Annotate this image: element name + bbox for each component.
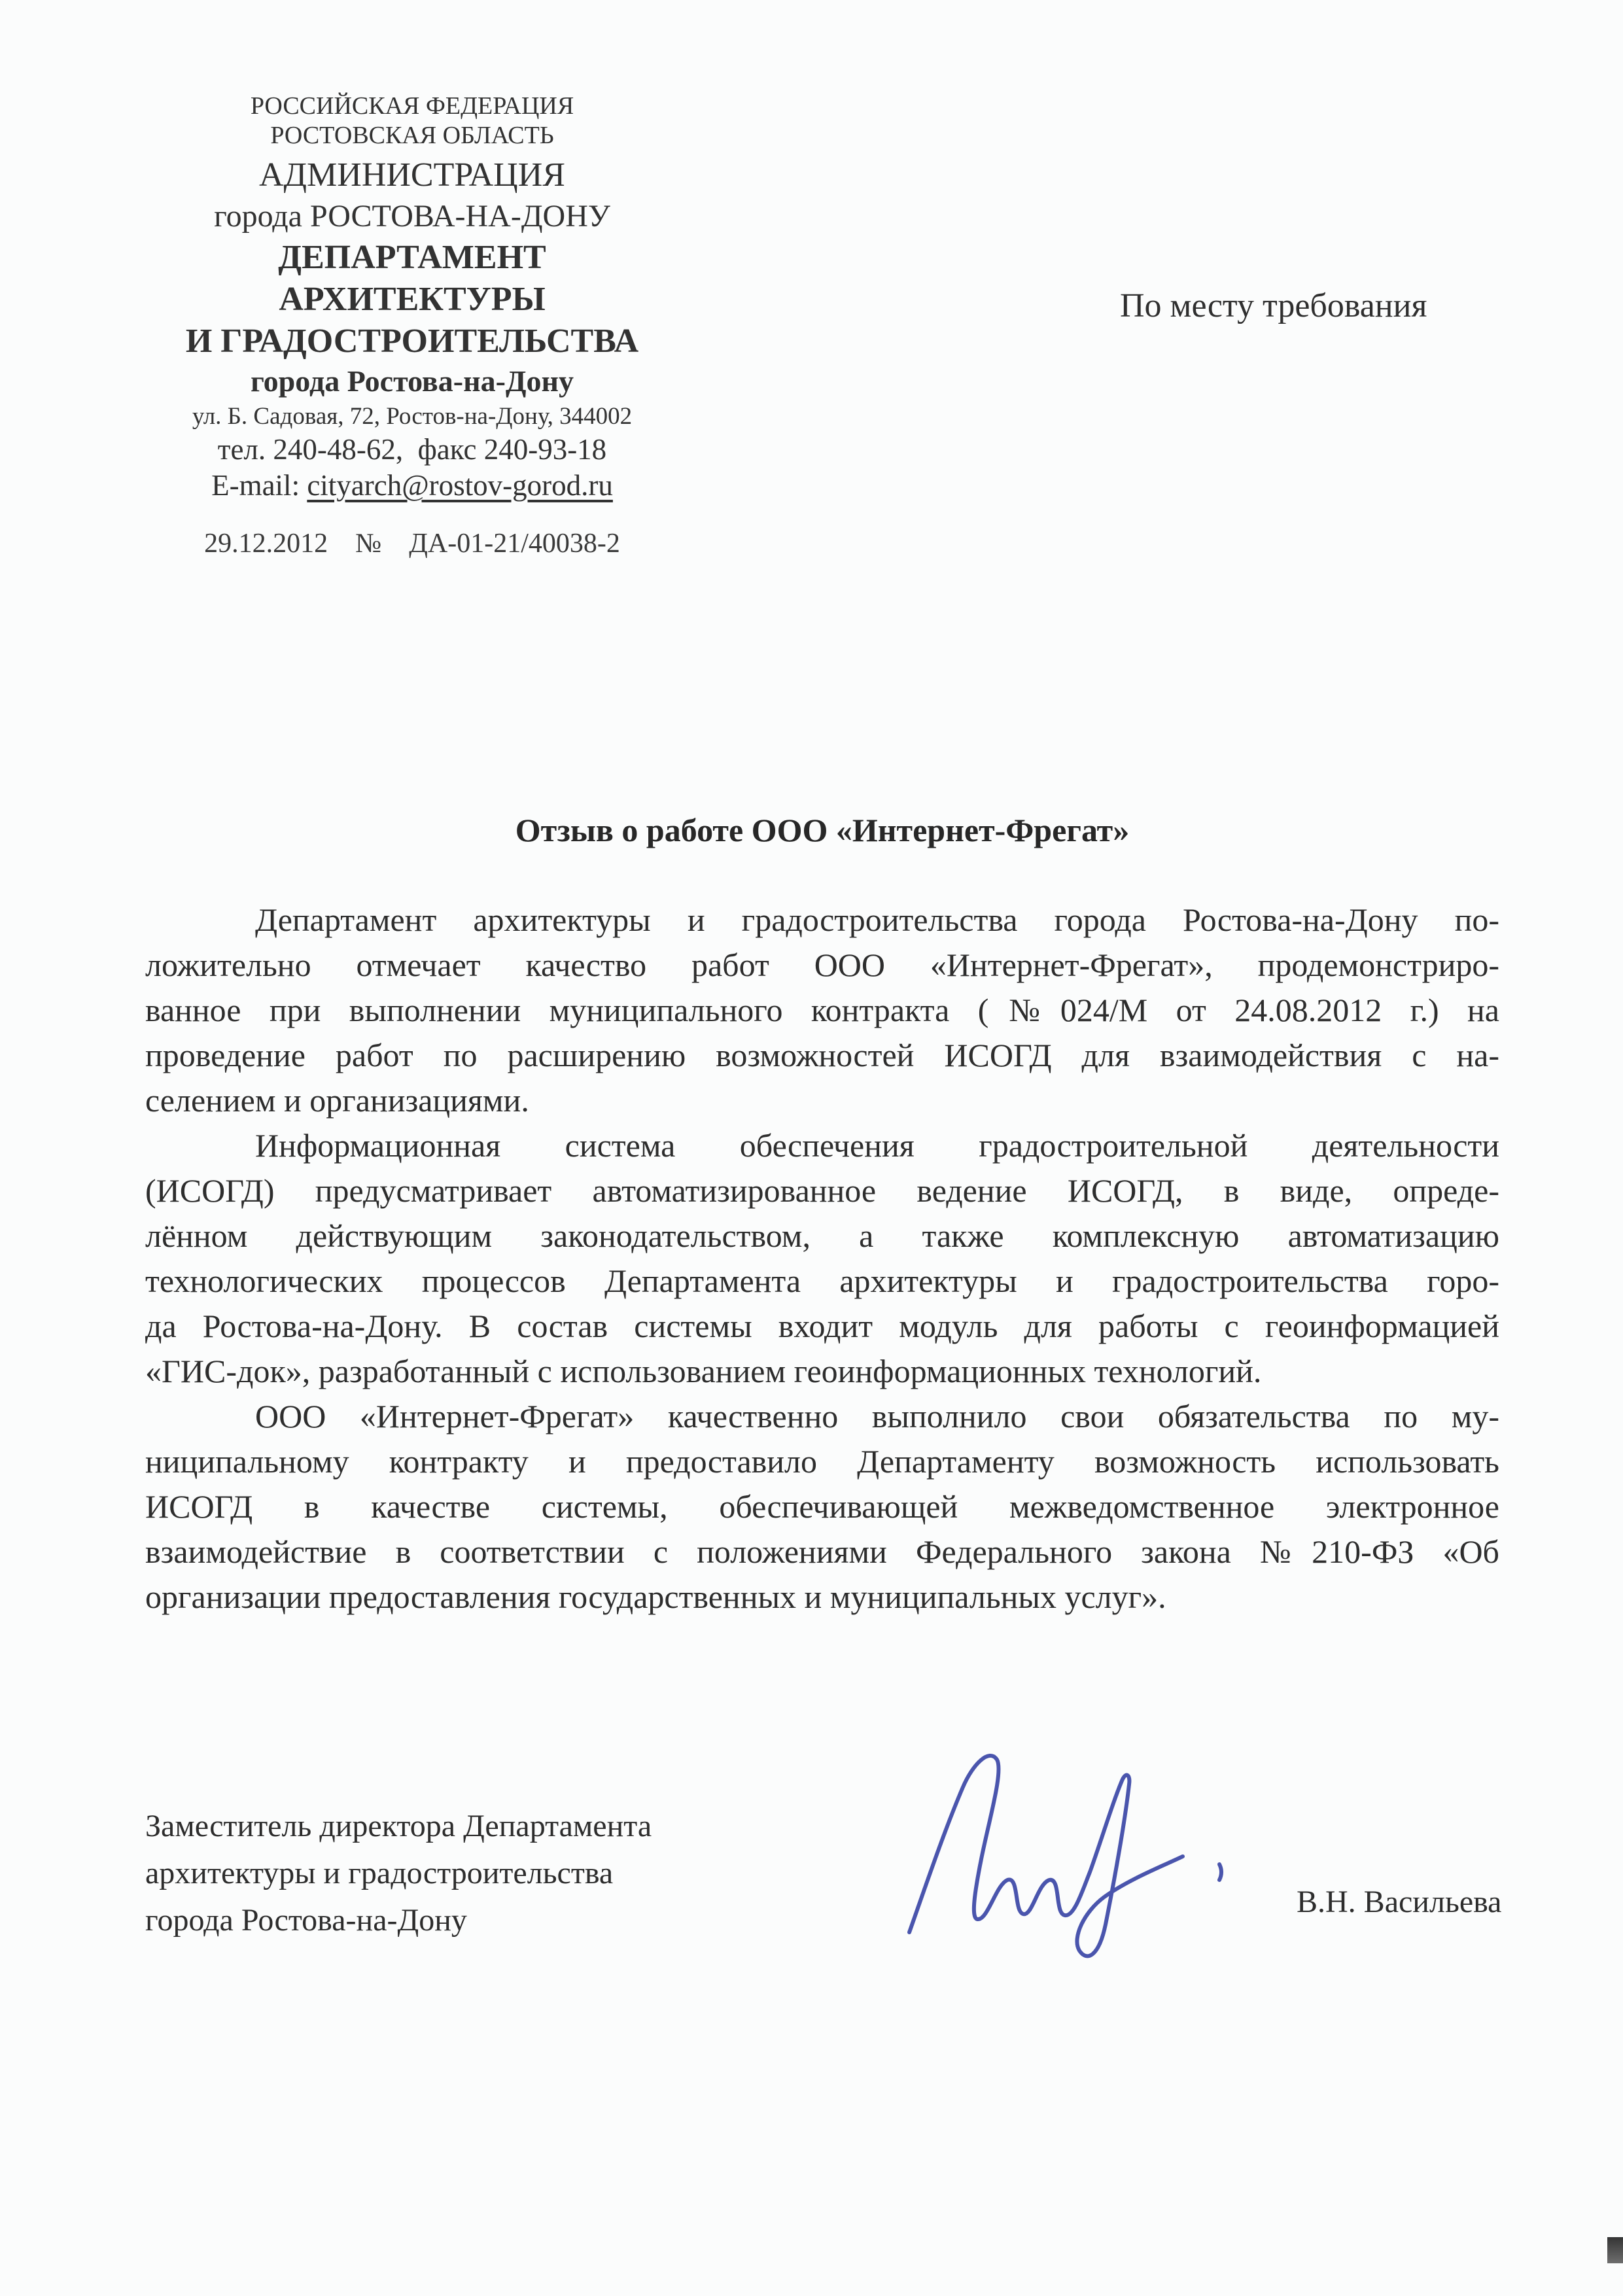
body-line: Информационная система обеспечения градостроительной деятельности xyxy=(255,1127,1499,1164)
letterhead-city: города РОСТОВА-НА-ДОНУ xyxy=(214,199,610,234)
body-line: селением и организациями. xyxy=(145,1082,529,1119)
signatory-name: В.Н. Васильева xyxy=(1297,1885,1502,1919)
letterhead-department-3: И ГРАДОСТРОИТЕЛЬСТВА xyxy=(185,322,639,360)
body-line: да Ростова-на-Дону. В состав системы входит модуль для работы с геоинформацией xyxy=(145,1308,1499,1344)
letterhead xyxy=(98,92,726,560)
letterhead-address: ул. Б. Садовая, 72, Ростов-на-Дону, 344002 xyxy=(192,403,633,430)
body-line: проведение работ по расширению возможностей ИСОГД для взаимодействия с на- xyxy=(145,1037,1499,1073)
body-line: ИСОГД в качестве системы, обеспечивающей межведомственное электронное xyxy=(145,1488,1499,1525)
body-line: ванное при выполнении муниципального контракта (№024/М от 24.08.2012 г.) на xyxy=(145,992,1499,1028)
document-date: 29.12.2012 xyxy=(204,529,328,559)
body-line: технологических процессов Департамента архитектуры и градостроительства горо- xyxy=(145,1262,1499,1299)
body-text xyxy=(145,897,1499,1620)
body-line: ниципальному контракту и предоставило Департаменту возможность использовать xyxy=(145,1443,1499,1480)
signatory-position xyxy=(145,1803,652,1944)
signature-tick-stroke xyxy=(1219,1864,1221,1880)
handwritten-signature xyxy=(898,1728,1238,1964)
document-meta xyxy=(98,527,726,560)
body-line: (ИСОГД) предусматривает автоматизированное ведение ИСОГД, в виде, опреде- xyxy=(145,1172,1499,1209)
body-line: лённом действующим законодательством, а также комплексную автоматизацию xyxy=(145,1217,1499,1254)
recipient-note: По месту требования xyxy=(1120,287,1427,324)
body-line: ООО «Интернет-Фрегат» качественно выполнило свои обязательства по му- xyxy=(255,1398,1499,1435)
email-address: cityarch@rostov-gorod.ru xyxy=(307,469,613,502)
body-line: ложительно отмечает качество работ ООО «Интернет-Фрегат», продемонстриро- xyxy=(145,947,1499,983)
letterhead-region: РОСТОВСКАЯ ОБЛАСТЬ xyxy=(270,122,554,149)
body-line: организации предоставления государственных и муниципальных услуг». xyxy=(145,1578,1166,1615)
letterhead-department-city: города Ростова-на-Дону xyxy=(250,364,574,398)
letterhead-department-2: АРХИТЕКТУРЫ xyxy=(279,281,546,318)
document-number: ДА-01-21/40038-2 xyxy=(409,529,620,559)
signatory-position-line: Заместитель директора Департамента xyxy=(145,1809,652,1843)
signature-stroke xyxy=(909,1756,1183,1956)
signatory-position-line: города Ростова-на-Дону xyxy=(145,1903,467,1938)
letterhead-country: РОССИЙСКАЯ ФЕДЕРАЦИЯ xyxy=(250,92,574,120)
letterhead-administration: АДМИНИСТРАЦИЯ xyxy=(259,156,565,194)
email-label: E-mail: xyxy=(211,469,307,502)
scan-artifact-mark xyxy=(1607,2237,1623,2263)
letterhead-phone-fax: тел. 240-48-62, факс 240-93-18 xyxy=(217,433,607,466)
body-line: Департамент архитектуры и градостроительства города Ростова-на-Дону по- xyxy=(255,901,1499,938)
body-line: «ГИС-док», разработанный с использованием геоинформационных технологий. xyxy=(145,1353,1262,1389)
letterhead-email-line xyxy=(98,467,726,504)
number-sign: № xyxy=(355,529,382,559)
document-title: Отзыв о работе ООО «Интернет-Фрегат» xyxy=(515,812,1130,848)
signatory-position-line: архитектуры и градостроительства xyxy=(145,1856,614,1890)
letterhead-department-1: ДЕПАРТАМЕНТ xyxy=(278,239,546,276)
body-line: взаимодействие в соответствии с положениями Федерального закона №210-ФЗ «Об xyxy=(145,1533,1499,1570)
